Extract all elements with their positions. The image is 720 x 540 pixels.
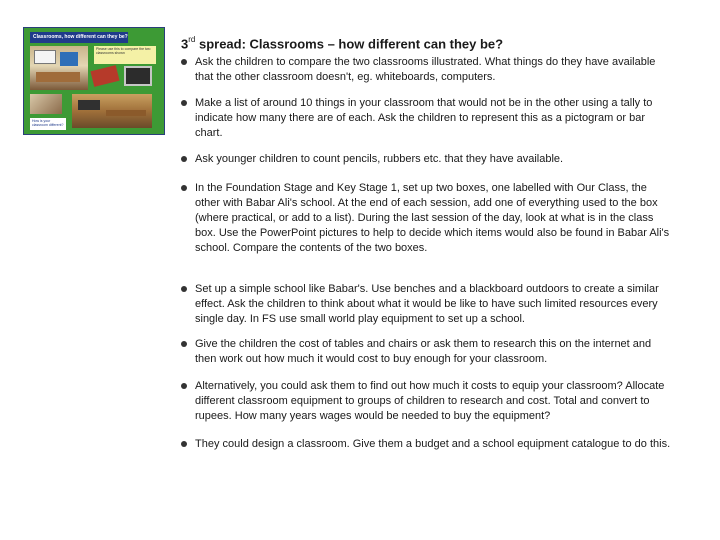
bullet-icon — [181, 441, 187, 447]
bullet-icon — [181, 156, 187, 162]
books-photo — [90, 65, 119, 87]
spread-heading — [181, 36, 503, 51]
desk-photo — [30, 94, 62, 114]
outdoor-school-photo — [72, 94, 152, 128]
list-item-text: In the Foundation Stage and Key Stage 1, set up two boxes, one labelled with Our Class, the other with Babar Ali's school. At the end of each session, add one of everything used to the box (where practical, or add to a list). During the last session of the day, look at what is in the class box. Use the PowerPoint pictures to help to decide which items would also be found in Babar Ali's school. Compare the contents of the two boxes. — [195, 182, 670, 254]
bullet-icon — [181, 341, 187, 347]
list-item-text: Ask the children to compare the two classrooms illustrated. What things do they have available that the other classroom doesn't, eg. whiteboards, computers. — [195, 56, 656, 83]
classroom-photo-top — [30, 46, 88, 90]
heading-ordinal-suffix: rd — [188, 35, 196, 44]
list-item-text: Make a list of around 10 things in your classroom that would not be in the other using a tally to indicate how many there are of each. Ask the children to represent this as a pictogram or bar chart. — [195, 97, 653, 139]
list-item-text: Alternatively, you could ask them to find out how much it costs to equip your classroom? Allocate different classroom equipment to groups of children to research and cost. Total and convert to rupees. How many years wages would be needed to buy the equipment? — [195, 380, 665, 422]
computer-photo — [124, 66, 152, 86]
bullet-icon — [181, 185, 187, 191]
spread-thumbnail — [23, 27, 165, 135]
thumbnail-note: Please use this to compare the two classrooms shown — [94, 46, 156, 64]
list-item-text: Give the children the cost of tables and chairs or ask them to research this on the internet and then work out how much it would cost to buy enough for your classroom. — [195, 338, 652, 365]
list-item-text: Set up a simple school like Babar's. Use benches and a blackboard outdoors to create a similar effect. Ask the children to think about what it would be like to have such limited resources every single day. In FS use small world play equipment to set up a school. — [195, 283, 659, 325]
list-item-text: Ask younger children to count pencils, rubbers etc. that they have available. — [195, 153, 564, 165]
bullet-icon — [181, 100, 187, 106]
heading-ordinal: 3 — [181, 36, 189, 52]
thumbnail-caption: How is your classroom different? — [30, 118, 66, 130]
bullet-icon — [181, 59, 187, 65]
bullet-icon — [181, 286, 187, 292]
thumbnail-title: Classrooms, how different can they be? — [30, 32, 128, 43]
list-item-text: They could design a classroom. Give them a budget and a school equipment catalogue to do this. — [195, 438, 671, 450]
bullet-icon — [181, 383, 187, 389]
heading-title: spread: Classrooms – how different can they be? — [195, 36, 504, 52]
